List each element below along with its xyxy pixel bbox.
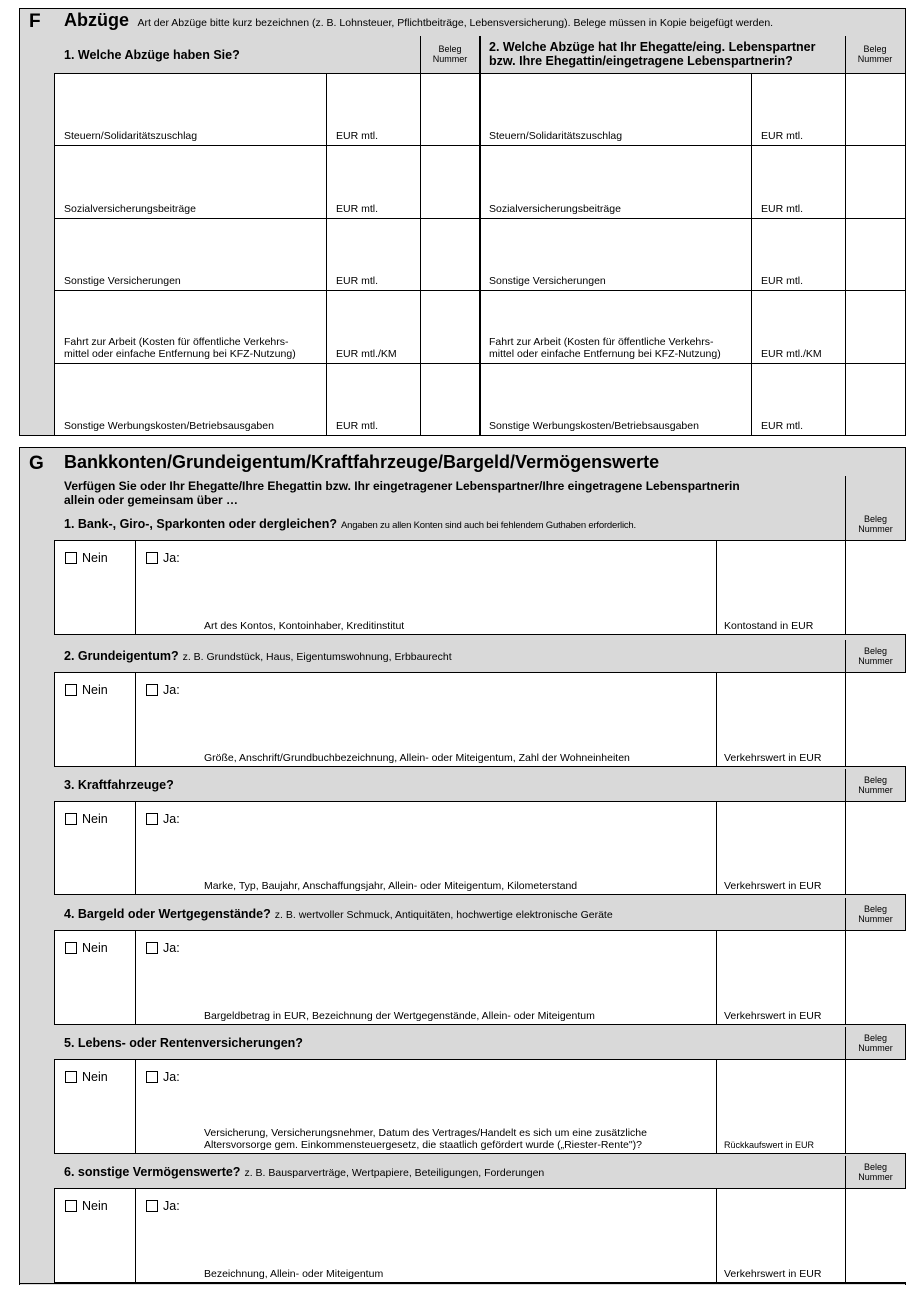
f-right-row-3-description-field[interactable] bbox=[481, 219, 751, 275]
g-question-4-description-field[interactable] bbox=[200, 960, 710, 1005]
beleg-label: Beleg bbox=[863, 646, 888, 656]
question-text: 5. Lebens- oder Rentenversicherungen? bbox=[64, 1036, 303, 1050]
g-question-1-nein-checkbox[interactable] bbox=[65, 551, 108, 565]
f-right-row-1-beleg-field[interactable] bbox=[846, 74, 905, 145]
checkbox-icon[interactable] bbox=[65, 552, 77, 564]
beleg-label: Beleg bbox=[863, 514, 888, 524]
row-label-line1: Sonstige Werbungskosten/Betriebsausgaben bbox=[64, 420, 274, 432]
beleg-header bbox=[845, 646, 906, 666]
row-label bbox=[489, 275, 606, 287]
nummer-label: Nummer bbox=[858, 1172, 893, 1182]
f-right-row-5-description-field[interactable] bbox=[481, 364, 751, 420]
divider bbox=[845, 36, 846, 73]
divider bbox=[845, 1027, 846, 1059]
g-question-6-nein-checkbox[interactable] bbox=[65, 1199, 108, 1213]
hint-line1: Art des Kontos, Kontoinhaber, Kreditinstitut bbox=[204, 620, 405, 632]
row-label bbox=[64, 420, 274, 432]
nein-label: Nein bbox=[82, 683, 108, 697]
intro-line1: Verfügen Sie oder Ihr Ehegatte/Ihre Ehegattin bzw. Ihr eingetragener Lebenspartner/Ihre eingetragene Lebenspartnerin bbox=[64, 479, 740, 493]
g-question-6-value-field[interactable] bbox=[717, 1189, 844, 1266]
beleg-header bbox=[845, 775, 906, 795]
hint-label bbox=[204, 880, 577, 892]
row-label bbox=[64, 130, 197, 142]
row-label bbox=[489, 336, 721, 360]
f-left-row-4-beleg-field[interactable] bbox=[421, 291, 479, 362]
question-note: z. B. Grundstück, Haus, Eigentumswohnung, Erbbaurecht bbox=[182, 651, 452, 663]
section-f-instruction: Art der Abzüge bitte kurz bezeichnen (z. B. Lohnsteuer, Pflichtbeiträge, Lebensversicherung). Belege müssen in Kopie beigefügt werden. bbox=[137, 17, 774, 29]
divider bbox=[135, 672, 136, 767]
g-question-6-ja-checkbox[interactable] bbox=[146, 1199, 180, 1213]
value-label: Verkehrswert in EUR bbox=[724, 1010, 822, 1022]
g-question-3-nein-checkbox[interactable] bbox=[65, 812, 108, 826]
f-right-row-2-description-field[interactable] bbox=[481, 146, 751, 202]
intro-line2: allein oder gemeinsam über … bbox=[64, 493, 239, 507]
hint-line1: Bargeldbetrag in EUR, Bezeichnung der Wertgegenstände, Allein- oder Miteigentum bbox=[204, 1010, 595, 1022]
g-question-3-ja-checkbox[interactable] bbox=[146, 812, 180, 826]
f-right-row-4-amount-field[interactable] bbox=[752, 291, 845, 347]
ja-label: Ja: bbox=[163, 812, 180, 826]
f-right-row-1-description-field[interactable] bbox=[481, 74, 751, 130]
section-f-letter: F bbox=[29, 11, 41, 32]
nummer-label: Nummer bbox=[858, 785, 893, 795]
ja-label: Ja: bbox=[163, 941, 180, 955]
checkbox-icon[interactable] bbox=[146, 684, 158, 696]
checkbox-icon[interactable] bbox=[146, 1071, 158, 1083]
section-g-title: Bankkonten/Grundeigentum/Kraftfahrzeuge/Bargeld/Vermögenswerte bbox=[64, 452, 660, 472]
f-left-row-3-description-field[interactable] bbox=[54, 219, 326, 275]
checkbox-icon[interactable] bbox=[65, 813, 77, 825]
beleg-label: Beleg bbox=[863, 775, 888, 785]
f-right-row-3-amount-field[interactable] bbox=[752, 219, 845, 275]
beleg-label: Beleg bbox=[863, 904, 888, 914]
row-label-line1: Fahrt zur Arbeit (Kosten für öffentliche Verkehrs- bbox=[64, 336, 289, 348]
unit-label: EUR mtl. bbox=[336, 275, 378, 287]
row-label bbox=[64, 203, 196, 215]
beleg-header bbox=[845, 514, 906, 534]
g-question-2-description-field[interactable] bbox=[200, 702, 710, 747]
unit-label: EUR mtl./KM bbox=[761, 348, 822, 360]
f-left-row-2-beleg-field[interactable] bbox=[421, 146, 479, 217]
checkbox-icon[interactable] bbox=[65, 1071, 77, 1083]
g-question-3-description-field[interactable] bbox=[200, 831, 710, 875]
row-label-line1: Steuern/Solidaritätszuschlag bbox=[64, 130, 198, 142]
checkbox-icon[interactable] bbox=[146, 942, 158, 954]
value-label: Verkehrswert in EUR bbox=[724, 880, 822, 892]
question-note: Angaben zu allen Konten sind auch bei fehlendem Guthaben erforderlich. bbox=[340, 520, 636, 531]
g-question-4-nein-checkbox[interactable] bbox=[65, 941, 108, 955]
g-question-6-description-field[interactable] bbox=[200, 1218, 710, 1263]
g-question-2-beleg-field[interactable] bbox=[846, 673, 905, 766]
right-header-line2: bzw. Ihre Ehegattin/eingetragene Lebenspartnerin? bbox=[489, 54, 793, 68]
hint-line1: Marke, Typ, Baujahr, Anschaffungsjahr, Allein- oder Miteigentum, Kilometerstand bbox=[204, 880, 578, 892]
g-question-5-nein-checkbox[interactable] bbox=[65, 1070, 108, 1084]
beleg-label: Beleg bbox=[438, 44, 462, 54]
g-question-4 bbox=[64, 907, 613, 921]
f-left-row-4-amount-field[interactable] bbox=[327, 291, 420, 347]
f-right-row-3-beleg-field[interactable] bbox=[846, 219, 905, 290]
f-left-row-1-beleg-field[interactable] bbox=[421, 74, 479, 145]
f-left-row-1-description-field[interactable] bbox=[54, 74, 326, 130]
question-text: 6. sonstige Vermögenswerte? bbox=[64, 1165, 241, 1179]
question-note: z. B. wertvoller Schmuck, Antiquitäten, hochwertige elektronische Geräte bbox=[274, 909, 613, 921]
row-label-line2: mittel oder einfache Entfernung bei KFZ-Nutzung) bbox=[489, 348, 721, 360]
section-g-bottom-border bbox=[19, 1283, 906, 1284]
nummer-label: Nummer bbox=[858, 914, 893, 924]
nein-label: Nein bbox=[82, 1199, 108, 1213]
unit-label: EUR mtl. bbox=[761, 275, 803, 287]
nein-label: Nein bbox=[82, 551, 108, 565]
row-label bbox=[64, 275, 181, 287]
g-question-2-ja-checkbox[interactable] bbox=[146, 683, 180, 697]
unit-label: EUR mtl. bbox=[336, 130, 378, 142]
row-divider bbox=[54, 435, 905, 436]
row-label-line1: Sozialversicherungsbeiträge bbox=[489, 203, 621, 215]
g-question-1-value-field[interactable] bbox=[717, 541, 844, 618]
f-left-row-3-amount-field[interactable] bbox=[327, 219, 420, 275]
row-label-line1: Sonstige Werbungskosten/Betriebsausgaben bbox=[489, 420, 699, 432]
section-f-title: Abzüge bbox=[64, 10, 129, 30]
hint-line1: Versicherung, Versicherungsnehmer, Datum des Vertrages/Handelt es sich um eine zusätzliche bbox=[204, 1127, 647, 1139]
row-label bbox=[489, 203, 621, 215]
divider bbox=[135, 1188, 136, 1283]
checkbox-icon[interactable] bbox=[146, 1200, 158, 1212]
nummer-label: Nummer bbox=[858, 1043, 893, 1053]
divider bbox=[845, 640, 846, 672]
hint-label bbox=[204, 620, 404, 632]
unit-label: EUR mtl. bbox=[336, 420, 378, 432]
f-left-row-2-description-field[interactable] bbox=[54, 146, 326, 202]
g-question-3-value-field[interactable] bbox=[717, 802, 844, 878]
row-label-line1: Sonstige Versicherungen bbox=[489, 275, 606, 287]
checkbox-icon[interactable] bbox=[146, 552, 158, 564]
f-left-row-1-amount-field[interactable] bbox=[327, 74, 420, 130]
row-label bbox=[489, 130, 622, 142]
section-f-right-beleg-header bbox=[845, 44, 905, 64]
hint-label bbox=[204, 752, 630, 764]
row-label-line2: mittel oder einfache Entfernung bei KFZ-Nutzung) bbox=[64, 348, 296, 360]
hint-label bbox=[204, 1268, 383, 1280]
g-question-5-beleg-field[interactable] bbox=[846, 1060, 905, 1153]
ja-label: Ja: bbox=[163, 1199, 180, 1213]
g-question-1-beleg-field[interactable] bbox=[846, 541, 905, 634]
unit-label: EUR mtl. bbox=[761, 420, 803, 432]
g-question-3 bbox=[64, 778, 174, 792]
checkbox-icon[interactable] bbox=[146, 813, 158, 825]
g-question-6 bbox=[64, 1165, 544, 1179]
g-question-4-beleg-field[interactable] bbox=[846, 931, 905, 1024]
value-label: Rückkaufswert in EUR bbox=[724, 1140, 815, 1150]
f-right-row-2-amount-field[interactable] bbox=[752, 146, 845, 202]
g-question-1-ja-checkbox[interactable] bbox=[146, 551, 180, 565]
f-right-row-5-amount-field[interactable] bbox=[752, 364, 845, 420]
row-label-line1: Sonstige Versicherungen bbox=[64, 275, 181, 287]
f-left-row-5-beleg-field[interactable] bbox=[421, 364, 479, 435]
g-question-5 bbox=[64, 1036, 303, 1050]
divider bbox=[845, 898, 846, 930]
f-right-row-2-beleg-field[interactable] bbox=[846, 146, 905, 217]
value-label: Verkehrswert in EUR bbox=[724, 1268, 822, 1280]
unit-label: EUR mtl. bbox=[761, 203, 803, 215]
g-question-2-nein-checkbox[interactable] bbox=[65, 683, 108, 697]
g-question-4-ja-checkbox[interactable] bbox=[146, 941, 180, 955]
divider bbox=[135, 801, 136, 895]
section-f-title-line bbox=[64, 10, 773, 31]
g-question-6-beleg-field[interactable] bbox=[846, 1189, 905, 1282]
checkbox-icon[interactable] bbox=[65, 1200, 77, 1212]
beleg-header bbox=[845, 1033, 906, 1053]
question-text: 1. Bank-, Giro-, Sparkonten oder dergleichen? bbox=[64, 517, 337, 531]
hint-line2: Altersvorsorge gem. Einkommensteuergesetz, die staatlich gefördert wurde („Riester-Rente")? bbox=[204, 1139, 642, 1151]
beleg-label: Beleg bbox=[863, 1162, 888, 1172]
section-g-intro bbox=[64, 479, 740, 507]
f-right-row-5-beleg-field[interactable] bbox=[846, 364, 905, 435]
row-label bbox=[64, 336, 296, 360]
ja-label: Ja: bbox=[163, 551, 180, 565]
unit-label: EUR mtl. bbox=[761, 130, 803, 142]
g-question-5-ja-checkbox[interactable] bbox=[146, 1070, 180, 1084]
g-question-2-value-field[interactable] bbox=[717, 673, 844, 750]
g-question-2 bbox=[64, 649, 452, 663]
f-left-row-5-amount-field[interactable] bbox=[327, 364, 420, 420]
divider bbox=[135, 1059, 136, 1154]
f-left-row-5-description-field[interactable] bbox=[54, 364, 326, 420]
nummer-label: Nummer bbox=[857, 54, 893, 64]
hint-line1: Größe, Anschrift/Grundbuchbezeichnung, Allein- oder Miteigentum, Zahl der Wohneinheiten bbox=[204, 752, 630, 764]
question-text: 4. Bargeld oder Wertgegenstände? bbox=[64, 907, 271, 921]
beleg-header bbox=[845, 1162, 906, 1182]
question-note: z. B. Bausparverträge, Wertpapiere, Beteiligungen, Forderungen bbox=[244, 1167, 545, 1179]
f-right-row-4-beleg-field[interactable] bbox=[846, 291, 905, 362]
divider bbox=[135, 540, 136, 635]
row-label-line1: Steuern/Solidaritätszuschlag bbox=[489, 130, 623, 142]
ja-label: Ja: bbox=[163, 683, 180, 697]
g-question-1 bbox=[64, 517, 636, 531]
question-text: 3. Kraftfahrzeuge? bbox=[64, 778, 174, 792]
divider bbox=[845, 769, 846, 801]
g-question-3-beleg-field[interactable] bbox=[846, 802, 905, 894]
section-g-letter: G bbox=[29, 453, 44, 474]
f-left-row-2-amount-field[interactable] bbox=[327, 146, 420, 202]
checkbox-icon[interactable] bbox=[65, 684, 77, 696]
unit-label: EUR mtl. bbox=[336, 203, 378, 215]
nein-label: Nein bbox=[82, 1070, 108, 1084]
f-left-row-3-beleg-field[interactable] bbox=[421, 219, 479, 290]
g-question-1-description-field[interactable] bbox=[200, 570, 710, 615]
hint-line1: Bezeichnung, Allein- oder Miteigentum bbox=[204, 1268, 384, 1280]
section-f-right-header bbox=[489, 40, 815, 68]
ja-label: Ja: bbox=[163, 1070, 180, 1084]
beleg-label: Beleg bbox=[863, 1033, 888, 1043]
g-question-4-value-field[interactable] bbox=[717, 931, 844, 1008]
question-text: 2. Grundeigentum? bbox=[64, 649, 179, 663]
divider bbox=[420, 36, 421, 73]
nummer-label: Nummer bbox=[858, 524, 893, 534]
hint-label bbox=[204, 1127, 647, 1151]
beleg-header bbox=[845, 904, 906, 924]
row-label-line1: Sozialversicherungsbeiträge bbox=[64, 203, 196, 215]
row-label bbox=[489, 420, 699, 432]
nummer-label: Nummer bbox=[432, 54, 468, 64]
section-f-left-beleg-header bbox=[420, 44, 480, 64]
section-f-left-header: 1. Welche Abzüge haben Sie? bbox=[64, 48, 240, 62]
divider bbox=[135, 930, 136, 1025]
unit-label: EUR mtl./KM bbox=[336, 348, 397, 360]
hint-label bbox=[204, 1010, 595, 1022]
nummer-label: Nummer bbox=[858, 656, 893, 666]
divider bbox=[845, 1156, 846, 1188]
g-question-5-value-field[interactable] bbox=[717, 1060, 844, 1137]
right-header-line1: 2. Welche Abzüge hat Ihr Ehegatte/eing. Lebenspartner bbox=[489, 40, 816, 54]
beleg-label: Beleg bbox=[863, 44, 887, 54]
nein-label: Nein bbox=[82, 941, 108, 955]
checkbox-icon[interactable] bbox=[65, 942, 77, 954]
f-right-row-1-amount-field[interactable] bbox=[752, 74, 845, 130]
value-label: Verkehrswert in EUR bbox=[724, 752, 822, 764]
nein-label: Nein bbox=[82, 812, 108, 826]
value-label: Kontostand in EUR bbox=[724, 620, 814, 632]
row-label-line1: Fahrt zur Arbeit (Kosten für öffentliche Verkehrs- bbox=[489, 336, 714, 348]
